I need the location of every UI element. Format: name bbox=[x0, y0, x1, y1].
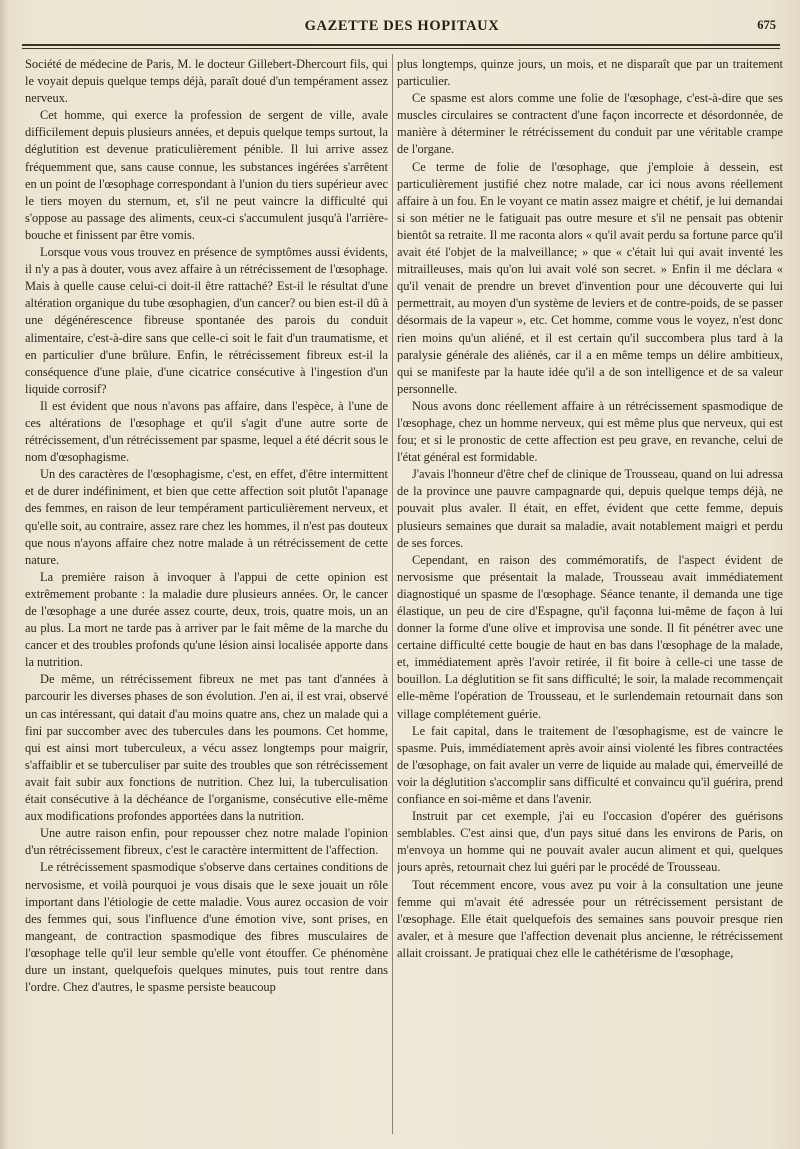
header-rule-thin bbox=[22, 48, 780, 49]
paragraph: Lorsque vous vous trouvez en présence de symptômes aussi évidents, il n'y a pas à douter, vous avez affaire à un rétrécissement de l'œsophage. Mais à quelle cause celui-ci doit-il être rattaché? Est-il le résultat d'une altération organique du tube œsophagien, d'un cancer? ou bien est-il dû à une dégénérescence fibreuse spontanée des parois du conduit alimentaire, c'est-à-dire sans que celle-ci soit le fait d'un traumatisme, et en particulier d'une brûlure. Enfin, le rétrécissement fibreux est-il la conséquence d'une plaie, d'une cicatrice consécutive à l'ingestion d'un liquide corrosif? bbox=[25, 245, 388, 396]
publication-title: GAZETTE DES HOPITAUX bbox=[304, 18, 500, 34]
page-number: 675 bbox=[757, 18, 776, 32]
paragraph: Ce terme de folie de l'œsophage, que j'emploie à dessein, est particulièrement justifié chez notre malade, car ici nous avons réellement affaire à un fou. En le voyant ce matin assez maigre et chétif, je lui demandai si son métier ne le fatiguait pas outre mesure et s'il ne pensait pas obtenir bientôt sa retraite. Il me raconta alors « qu'il avait perdu sa fortune parce qu'il avait été l'objet de la malveillance; » que « c'était lui qui avait inventé les mitrailleuses, mais qu'on lui avait volé son secret. » Enfin il me déclara « qu'il venait de prendre un brevet d'invention pour une découverte qui lui permettrait, au moyen d'un système de leviers et de contre-poids, de se passer désormais de la vapeur », etc. Cet homme, comme vous le voyez, n'est donc rien moins qu'un aliéné, et il est certain qu'il succombera plus tard à la paralysie générale des aliénés, car il a en même temps un délire ambitieux, qui se manifeste par la haute idée qu'il a de son intelligence et de sa valeur personnelle. bbox=[397, 159, 783, 396]
column-divider bbox=[392, 54, 393, 1134]
header-rule-thick bbox=[22, 44, 780, 46]
paragraph: Un des caractères de l'œsophagisme, c'est, en effet, d'être intermittent et de durer indéfiniment, et bien que cette affection soit plutôt l'apanage des femmes, en raison de leur tempérament particulièrement nerveux, et qu'elle soit, au contraire, assez rare chez les hommes, il n'est pas douteux que nous n'ayons affaire chez notre malade à un rétrécissement de cette nature. bbox=[25, 467, 388, 567]
page-binding-shadow bbox=[0, 0, 8, 1149]
paragraph: plus longtemps, quinze jours, un mois, et ne disparaît que par un traitement particulier. bbox=[397, 57, 783, 89]
paragraph: Nous avons donc réellement affaire à un rétrécissement spasmodique de l'œsophage, chez un homme nerveux, qui est même plus que nerveux, qui est fou; et si le pronostic de cette affection est peu grave, en revanche, celui de l'état général est formidable. bbox=[397, 398, 783, 465]
paragraph: Instruit par cet exemple, j'ai eu l'occasion d'opérer des guérisons semblables. C'est ainsi que, d'un pays situé dans les environs de Paris, on m'envoya un homme qui ne pouvait avaler aucun aliment et qui, quelques jours après, retournait chez lui guéri par le procédé de Trousseau. bbox=[397, 809, 783, 875]
paragraph: Cependant, en raison des commémoratifs, de l'aspect évident de nervosisme que présentait la malade, Trousseau avait immédiatement diagnostiqué un spasme de l'œsophage. Séance tenante, il demanda une tige élastique, un peu de cire d'Espagne, qu'il façonna lui-même de façon à lui donner la forme d'une olive et improvisa une sonde. Il fit pénétrer avec une certaine difficulté cette bougie de haut en bas dans l'œsophage de la malade, et, immédiatement après l'avoir retirée, il fit boire à celle-ci une tasse de bouillon. La déglutition se fit sans difficulté; le soir, la malade recommençait elle-même l'opération de Trousseau, et le surlendemain retournait dans son village complétement guérie. bbox=[397, 552, 783, 721]
paragraph: Il est évident que nous n'avons pas affaire, dans l'espèce, à l'une de ces altérations de l'œsophage et qu'il s'agit d'une autre sorte de rétrécissement, d'un rétrécissement par spasme, lequel a été décrit sous le nom d'œsophagisme. bbox=[25, 398, 388, 465]
paragraph: Tout récemment encore, vous avez pu voir à la consultation une jeune femme qui m'avait été adressée pour un rétrécissement persistant de l'œsophage. Elle était quelquefois des semaines sans pouvoir presque rien avaler, et à mesure que l'affection devenait plus ancienne, le rétrécissement allait croissant. Je pratiquai chez elle le cathétérisme de l'œsophage, bbox=[397, 877, 783, 960]
paragraph: Le rétrécissement spasmodique s'observe dans certaines conditions de nervosisme, et voilà pourquoi je vous disais que le sexe jouait un rôle important dans l'étiologie de cette maladie. Vous aurez occasion de voir des femmes qui, sous l'influence d'une émotion vive, sont prises, en mangeant, de contraction spasmodique des fibres musculaires de l'œsophage telle qu'il leur semble qu'elle vont étouffer. Ce phénomène dure un instant, quelquefois quelques minutes, puis tout rentre dans l'ordre. Chez d'autres, le spasme persiste beaucoup bbox=[25, 860, 388, 995]
paragraph: Ce spasme est alors comme une folie de l'œsophage, c'est-à-dire que ses muscles circulaires se contractent d'une façon incorrecte et désordonnée, de manière à déterminer le rétrécissement du conduit par une véritable crampe de l'organe. bbox=[397, 91, 783, 157]
paragraph: Une autre raison enfin, pour repousser chez notre malade l'opinion d'un rétrécissement fibreux, c'est le caractère intermittent de l'affection. bbox=[25, 826, 388, 858]
paragraph: Le fait capital, dans le traitement de l'œsophagisme, est de vaincre le spasme. Puis, immédiatement après avoir ainsi violenté les fibres contractées de l'œsophage, on fait avaler un verre de liquide au malade qui, émerveillé de voir la déglutition s'accomplir sans difficulté et convaincu qu'il guérira, prend confiance en soi-même et dans l'avenir. bbox=[397, 723, 783, 807]
paragraph: J'avais l'honneur d'être chef de clinique de Trousseau, quand on lui adressa de la province une pauvre campagnarde qui, depuis quelque temps déjà, ne pouvait plus avaler. Il était, en effet, évident que cette femme, depuis plusieurs semaines que durait sa maladie, avait notablement maigri et perdu de ses forces. bbox=[397, 467, 783, 550]
page-header bbox=[22, 14, 782, 42]
paragraph: Cet homme, qui exerce la profession de sergent de ville, avale difficilement depuis plusieurs années, et depuis quelque temps surtout, la déglutition est devenue praticulièrement pénible. Il lui arrive assez fréquemment que, sans cause connue, les substances ingérées s'arrêtent en un point de l'œsophage correspondant à l'union du tiers supérieur avec le tiers moyen du sternum, et, s'il ne peut vaincre la difficulté qui s'oppose au passage des aliments, ceux-ci s'accumulent jusqu'à l'arrière-bouche et finissent par être vomis. bbox=[25, 108, 388, 242]
paragraph: De même, un rétrécissement fibreux ne met pas tant d'années à parcourir les diverses phases de son évolution. J'en ai, il est vrai, observé un cas intéressant, qui datait d'au moins quatre ans, chez un malade qui a fini par succomber avec des tubercules dans les poumons. Cet homme, qui est ainsi mort tuberculeux, a vécu assez longtemps pour maigrir, s'affaiblir et se tuberculiser par suite des troubles que son rétrécissement avait fait subir aux fonctions de nutrition. Chez lui, la tuberculisation était consécutive à la déchéance de l'organisme, consécutive elle-même aux modifications profondes apportées dans la nutrition. bbox=[25, 672, 388, 824]
paragraph: La première raison à invoquer à l'appui de cette opinion est extrêmement probante : la maladie dure plusieurs années. Or, le cancer de l'œsophage a une durée assez courte, deux, trois, quatre mois, un an au plus. La mort ne tarde pas à arriver par le fait même de la marche du cancer et des troubles profonds qu'une lésion ainsi localisée apporte dans la nutrition. bbox=[25, 569, 388, 670]
left-column bbox=[25, 56, 388, 1136]
right-column bbox=[397, 56, 783, 1136]
paragraph: Société de médecine de Paris, M. le docteur Gillebert-Dhercourt fils, qui le voyait depuis quelque temps déjà, paraît doué d'un tempérament assez nerveux. bbox=[25, 57, 388, 106]
